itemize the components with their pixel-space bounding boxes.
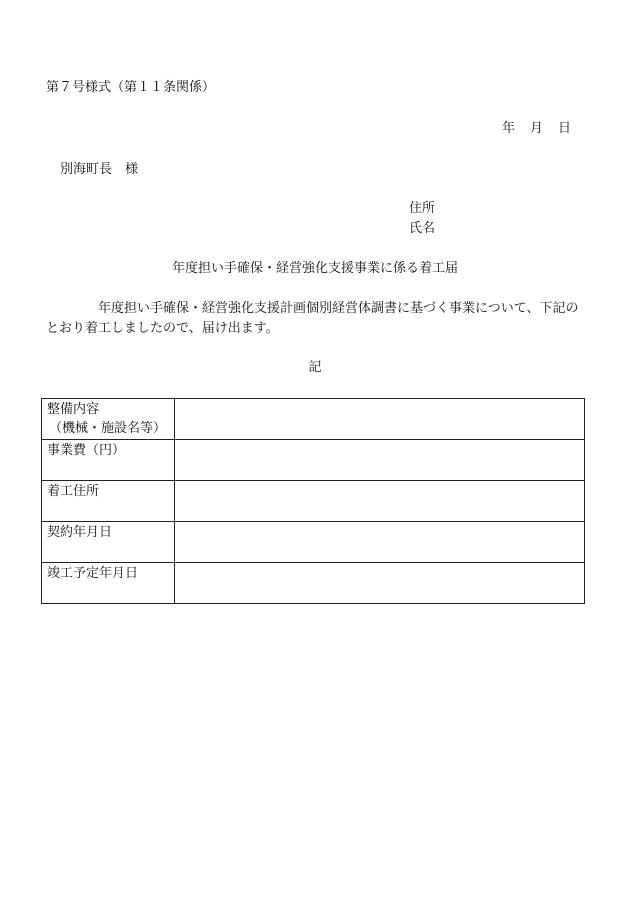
document-title: 年度担い手確保・経営強化支援事業に係る着工届 xyxy=(171,261,458,276)
cost-value-cell[interactable] xyxy=(175,440,585,481)
completion-date-value-cell[interactable] xyxy=(175,563,585,604)
equipment-label: 整備内容 xyxy=(47,402,100,417)
table-row-completion-date xyxy=(42,563,585,604)
table-row-equipment xyxy=(42,399,585,440)
cost-label: 事業費（円） xyxy=(42,440,175,481)
date-line xyxy=(502,119,571,139)
equipment-value-cell[interactable] xyxy=(175,399,585,440)
table-row-contract-date xyxy=(42,522,585,563)
table-row-site-address xyxy=(42,481,585,522)
date-year-label: 年 xyxy=(502,121,516,136)
addressee: 別海町長 様 xyxy=(60,162,139,177)
completion-date-label: 竣工予定年月日 xyxy=(42,563,175,604)
detail-table xyxy=(41,398,585,604)
ki-label: 記 xyxy=(308,360,322,375)
date-day-label: 日 xyxy=(558,121,572,136)
site-address-label: 着工住所 xyxy=(42,481,175,522)
date-month-label: 月 xyxy=(530,121,544,136)
site-address-value-cell[interactable] xyxy=(175,481,585,522)
table-label-cell xyxy=(42,399,175,440)
form-number: 第７号様式（第１１条関係） xyxy=(46,80,216,95)
contract-date-label: 契約年月日 xyxy=(42,522,175,563)
contract-date-value-cell[interactable] xyxy=(175,522,585,563)
equipment-sub-label: （機械・施設名等） xyxy=(49,421,167,436)
name-label: 氏名 xyxy=(409,221,436,236)
body-text: 年度担い手確保・経営強化支援計画個別経営体調書に基づく事業について、下記のとおり着工しましたので、届け出ます。 xyxy=(46,301,579,336)
address-label: 住所 xyxy=(409,201,436,216)
table-row-cost xyxy=(42,440,585,481)
